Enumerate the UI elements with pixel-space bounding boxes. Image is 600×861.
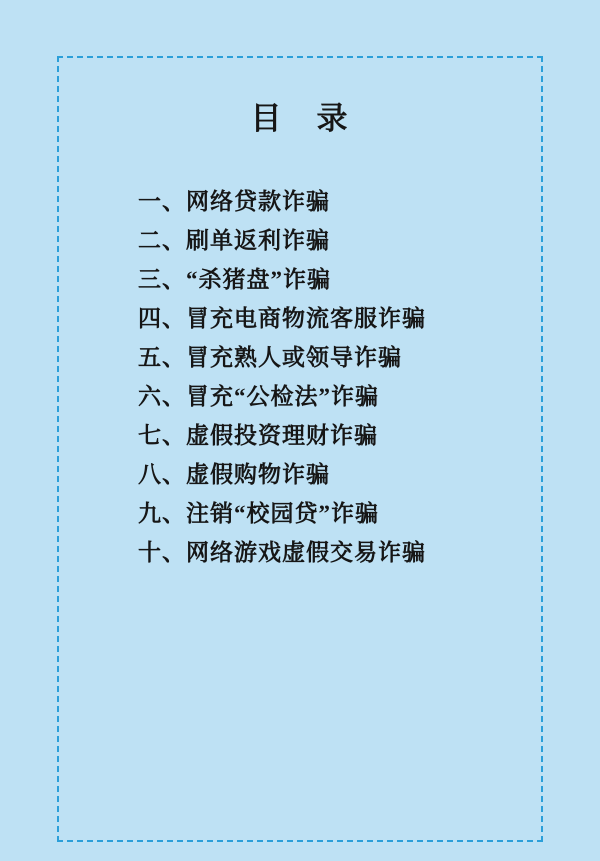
- toc-item-9: 九、注销“校园贷”诈骗: [138, 501, 379, 526]
- toc-item-5: 五、冒充熟人或领导诈骗: [138, 345, 402, 370]
- page-title: 目 录: [250, 101, 350, 136]
- dashed-border-frame: [57, 56, 543, 842]
- toc-item-1: 一、网络贷款诈骗: [138, 189, 330, 214]
- toc-item-4: 四、冒充电商物流客服诈骗: [138, 306, 426, 331]
- toc-item-2: 二、刷单返利诈骗: [138, 228, 330, 253]
- toc-item-3: 三、“杀猪盘”诈骗: [138, 267, 331, 292]
- toc-item-7: 七、虚假投资理财诈骗: [138, 423, 378, 448]
- toc-item-8: 八、虚假购物诈骗: [138, 462, 330, 487]
- toc-item-6: 六、冒充“公检法”诈骗: [138, 384, 379, 409]
- toc-list: [59, 135, 541, 572]
- toc-item-10: 十、网络游戏虚假交易诈骗: [138, 540, 426, 565]
